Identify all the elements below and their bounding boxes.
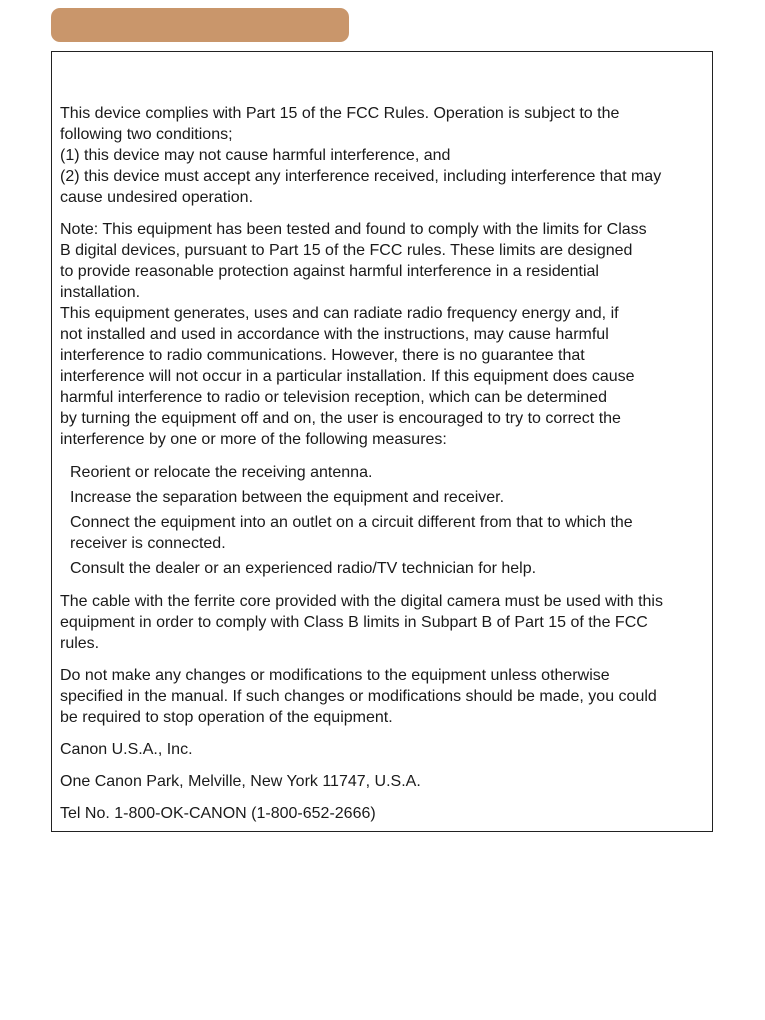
company-telephone: Tel No. 1-800-OK-CANON (1-800-652-2666) (60, 805, 376, 822)
section-header-tab (51, 8, 349, 42)
modifications-paragraph: Do not make any changes or modifications to the equipment unless otherwise specified in the manual. If such changes or modifications should be made, you could be required to stop operation of the equipment. (60, 667, 657, 726)
fcc-note-paragraph: Note: This equipment has been tested and found to comply with the limits for Class B digital devices, pursuant to Part 15 of the FCC rules. These limits are designed to provide reasonable protection against harmful interference in a residential installation. (60, 221, 647, 301)
company-name: Canon U.S.A., Inc. (60, 741, 193, 758)
measure-item: Reorient or relocate the receiving antenna. (70, 464, 373, 481)
fcc-interference-paragraph: This equipment generates, uses and can radiate radio frequency energy and, if not installed and used in accordance with the instructions, may cause harmful interference to radio communications. However, there is no guarantee that interference will not occur in a particular installation. If this equipment does cause harmful interference to radio or television reception, which can be determined by turning the equipment off and on, the user is encouraged to try to correct the interference by one or more of the following measures: (60, 305, 635, 448)
fcc-notice-box (51, 51, 713, 832)
ferrite-cable-paragraph: The cable with the ferrite core provided with the digital camera must be used with this equipment in order to comply with Class B limits in Subpart B of Part 15 of the FCC rules. (60, 593, 663, 652)
measure-item: Connect the equipment into an outlet on a circuit different from that to which the receiver is connected. (70, 514, 633, 552)
measure-item: Increase the separation between the equipment and receiver. (70, 489, 505, 506)
fcc-compliance-paragraph: This device complies with Part 15 of the FCC Rules. Operation is subject to the following two conditions; (1) this device may not cause harmful interference, and (2) this device must accept any interference received, including interference that may cause undesired operation. (60, 105, 662, 206)
measure-item: Consult the dealer or an experienced radio/TV technician for help. (70, 560, 537, 577)
interference-measures-list (60, 450, 710, 579)
fcc-notice-content (60, 103, 710, 835)
company-address: One Canon Park, Melville, New York 11747, U.S.A. (60, 773, 421, 790)
